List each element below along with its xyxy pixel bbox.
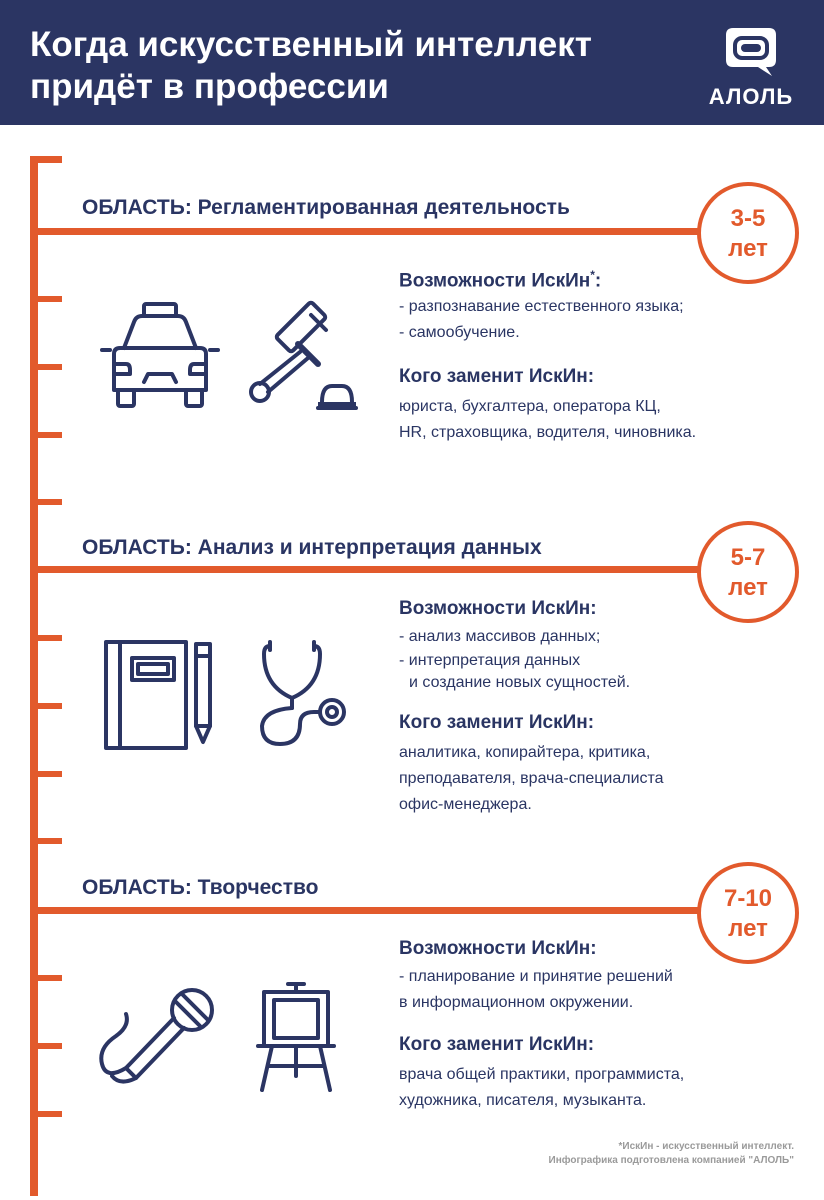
timeline-tick bbox=[30, 432, 62, 438]
area-title-creativity: ОБЛАСТЬ: Творчество bbox=[82, 876, 319, 899]
microphone-icon bbox=[96, 984, 226, 1090]
replaces-title: Кого заменит ИскИн: bbox=[399, 712, 595, 733]
replaces-title: Кого заменит ИскИн: bbox=[399, 1034, 595, 1055]
footnote-mark: * bbox=[590, 268, 595, 282]
ability-item: - разпознавание естественного языка; bbox=[399, 298, 684, 316]
section-3-info bbox=[399, 936, 799, 1114]
ability-item: - интерпретация данных bbox=[399, 652, 581, 669]
footnote-line-1: *ИскИн - искусственный интеллект. bbox=[618, 1141, 794, 1152]
replaces-line: аналитика, копирайтера, критика, bbox=[399, 744, 651, 761]
stethoscope-icon bbox=[254, 636, 354, 752]
badge-unit: лет bbox=[728, 235, 768, 262]
area-title-regulated: ОБЛАСТЬ: Регламентированная деятельность bbox=[82, 196, 570, 219]
abilities-title: Возможности ИскИн: bbox=[399, 598, 597, 619]
notebook-pencil-icon bbox=[102, 638, 222, 754]
badge-unit: лет bbox=[728, 574, 768, 601]
timeline-tick bbox=[30, 771, 62, 777]
easel-icon bbox=[254, 980, 338, 1096]
ability-item: и создание новых сущностей. bbox=[409, 674, 631, 691]
badge-range: 3-5 bbox=[730, 205, 766, 232]
replaces-line: врача общей практики, программиста, bbox=[399, 1066, 685, 1083]
ability-item: - анализ массивов данных; bbox=[399, 628, 601, 645]
replaces-line: офис-менеджера. bbox=[399, 796, 532, 813]
timeline-tick bbox=[30, 499, 62, 505]
timeline-tick bbox=[30, 975, 62, 981]
timeline-line-2 bbox=[30, 566, 706, 573]
judge-gavel-icon bbox=[244, 298, 364, 414]
section-2-info bbox=[399, 596, 799, 818]
timeline-line-3 bbox=[30, 907, 706, 914]
timeline-tick bbox=[30, 364, 62, 370]
logo-text: АЛОЛЬ bbox=[708, 84, 794, 109]
replaces-line: преподавателя, врача-специалиста bbox=[399, 770, 664, 787]
taxi-car-icon bbox=[100, 298, 220, 410]
timeline-tick bbox=[30, 838, 62, 844]
replaces-line: художника, писателя, музыканта. bbox=[399, 1092, 647, 1109]
gavel-base bbox=[318, 402, 356, 410]
timeline-tick bbox=[30, 1111, 62, 1117]
abilities-title: Возможности ИскИн*: bbox=[399, 268, 602, 292]
replaces-title: Кого заменит ИскИн: bbox=[399, 366, 595, 388]
timeline-tick bbox=[30, 1043, 62, 1049]
ability-item: - самообучение. bbox=[399, 324, 520, 342]
badge-range: 5-7 bbox=[730, 544, 766, 571]
ability-item: в информационном окружении. bbox=[399, 994, 634, 1011]
footnote-line-2: Инфографика подготовлена компанией "АЛОЛЬ" bbox=[548, 1155, 794, 1166]
timeline-tick bbox=[30, 703, 62, 709]
section-1-info bbox=[399, 262, 799, 446]
title-line-2: придёт в профессии bbox=[30, 67, 389, 106]
area-title-data-analysis: ОБЛАСТЬ: Анализ и интерпретация данных bbox=[82, 536, 542, 559]
badge-range: 7-10 bbox=[723, 885, 773, 912]
timeline-tick bbox=[30, 296, 62, 302]
badge-unit: лет bbox=[728, 915, 768, 942]
replaces-line: HR, страховщика, водителя, чиновника. bbox=[399, 424, 697, 442]
timeline-tick bbox=[30, 635, 62, 641]
timeline-line-1 bbox=[30, 228, 706, 235]
timeline-axis bbox=[30, 156, 38, 1196]
timeline-tick-top bbox=[30, 156, 62, 163]
footnote bbox=[549, 1140, 794, 1168]
replaces-line: юриста, бухгалтера, оператора КЦ, bbox=[399, 398, 661, 416]
ability-item: - планирование и принятие решений bbox=[399, 968, 673, 985]
abilities-title: Возможности ИскИн: bbox=[399, 938, 597, 959]
title-line-1: Когда искусственный интеллект bbox=[30, 25, 592, 64]
